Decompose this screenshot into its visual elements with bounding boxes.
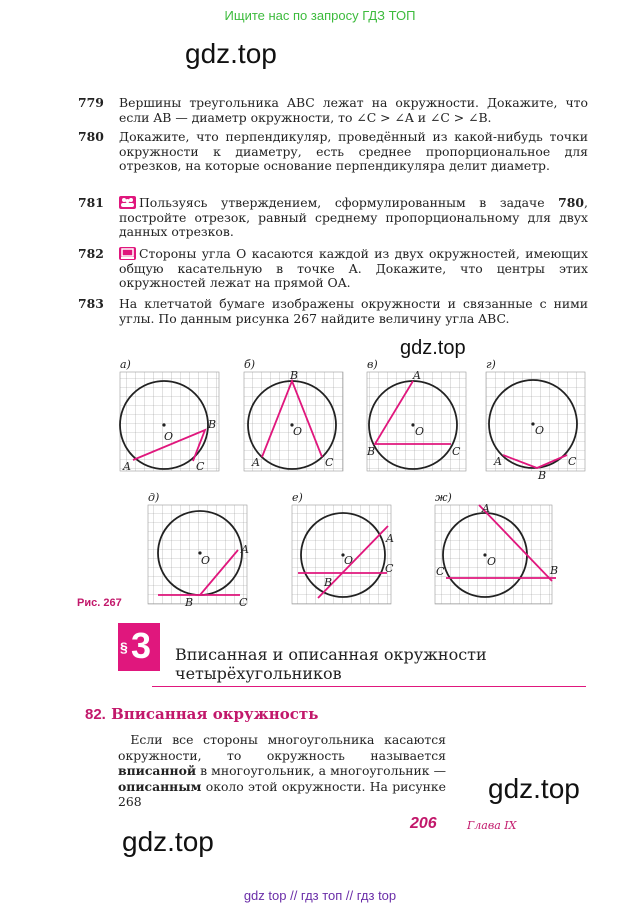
section-number: 3 (131, 625, 152, 666)
section-title-line2: четырёхугольников (175, 664, 342, 683)
label-o: O (164, 430, 174, 443)
label-c: C (452, 445, 461, 458)
label-a: A (482, 502, 490, 515)
chapter-label: Глава IX (467, 819, 517, 832)
subsection-title: Вписанная окружность (111, 705, 319, 723)
label-b: B (185, 596, 194, 609)
label-b: B (367, 445, 376, 458)
problem-text-body: Стороны угла O касаются каждой из двух окружностей, имеющих общую касательную в точке A. Докажите, что центры этих окружностей лежат на прямой OA. (119, 246, 588, 290)
section-badge (118, 623, 160, 671)
label-o: O (535, 424, 545, 437)
section-symbol: § (120, 639, 128, 655)
subsection-paragraph (118, 732, 446, 810)
page-number: 206 (410, 815, 437, 832)
problem-text-pre: Пользуясь утверждением, сформулированным в задаче (139, 195, 559, 210)
problem-number: 780 (78, 129, 104, 144)
label-b: B (550, 564, 559, 577)
problem-number: 779 (78, 95, 104, 110)
panel-label-b: б) (244, 358, 256, 371)
problem-text-post: , постройте отрезок, равный среднему пропорциональному для двух данных отрезков. (119, 195, 588, 239)
watermark-top: gdz.top (185, 38, 277, 69)
label-c: C (436, 565, 445, 578)
section-divider (152, 686, 586, 687)
problem-ref: 780 (558, 195, 585, 210)
label-c: C (325, 456, 334, 469)
para-text: в многоугольник, а многоугольник — (196, 763, 446, 778)
panel-label-g: ж) (435, 491, 452, 504)
problem-number: 782 (78, 246, 104, 261)
watermark-right: gdz.top (488, 773, 580, 804)
label-o: O (415, 425, 425, 438)
watermark-figure: gdz.top (400, 337, 466, 359)
section-title-line1: Вписанная и описанная окружности (175, 645, 487, 664)
section-title (175, 645, 487, 683)
label-a: A (386, 532, 394, 545)
label-c: C (196, 460, 205, 473)
panel-label-c: в) (367, 358, 378, 371)
subsection-heading (85, 705, 318, 723)
label-a: A (494, 455, 502, 468)
label-b: B (324, 576, 333, 589)
panel-label-e: д) (148, 491, 160, 504)
label-a: A (241, 543, 249, 556)
grid-e (148, 505, 247, 604)
label-o: O (344, 554, 354, 567)
label-a: A (413, 369, 421, 382)
label-a: A (123, 460, 131, 473)
panel-label-d: г) (486, 358, 496, 371)
label-o: O (201, 554, 211, 567)
problem-number: 781 (78, 195, 104, 210)
label-b: B (538, 469, 547, 482)
term-circumscribed: описанным (118, 778, 202, 794)
label-a: A (252, 456, 260, 469)
figure-caption: Рис. 267 (77, 597, 122, 609)
center-a (162, 423, 165, 426)
watermark-bottom: gdz.top (122, 826, 214, 857)
label-b: B (290, 369, 299, 382)
label-c: C (385, 562, 394, 575)
term-inscribed: вписанной (118, 763, 197, 778)
problem-text: На клетчатой бумаге изображены окружности и связанные с ними углы. По данным рисунка 267 найдите величину угла ABC. (119, 296, 588, 326)
panel-label-a: а) (120, 358, 131, 371)
footer-links[interactable]: gdz top // гдз топ // гдз top (243, 888, 397, 903)
problem-text: Докажите, что перпендикуляр, проведённый из какой-нибудь точки окружности к диаметру, есть среднее пропорциональное для отрезков, на которые основание перпендикуляра делит диаметр. (119, 129, 588, 173)
problem-text: Вершины треугольника ABC лежат на окружности. Докажите, что если AB — диаметр окружности, то ∠C > ∠A и ∠C > ∠B. (119, 95, 588, 125)
subsection-number: 82. (85, 706, 106, 723)
problem-number: 783 (78, 296, 104, 311)
top-banner[interactable]: Ищите нас по запросу ГДЗ ТОП (224, 8, 416, 23)
label-o: O (487, 555, 497, 568)
label-c: C (568, 455, 577, 468)
panel-label-f: е) (292, 491, 303, 504)
grid-a (120, 372, 219, 471)
label-b: B (208, 418, 217, 431)
para-text: около этой окружности. На рисунке 268 (118, 778, 446, 809)
label-o: O (293, 425, 303, 438)
label-c: C (239, 596, 248, 609)
para-text: Если все стороны многоугольника касаются окружности, то окружность называется (118, 732, 446, 763)
